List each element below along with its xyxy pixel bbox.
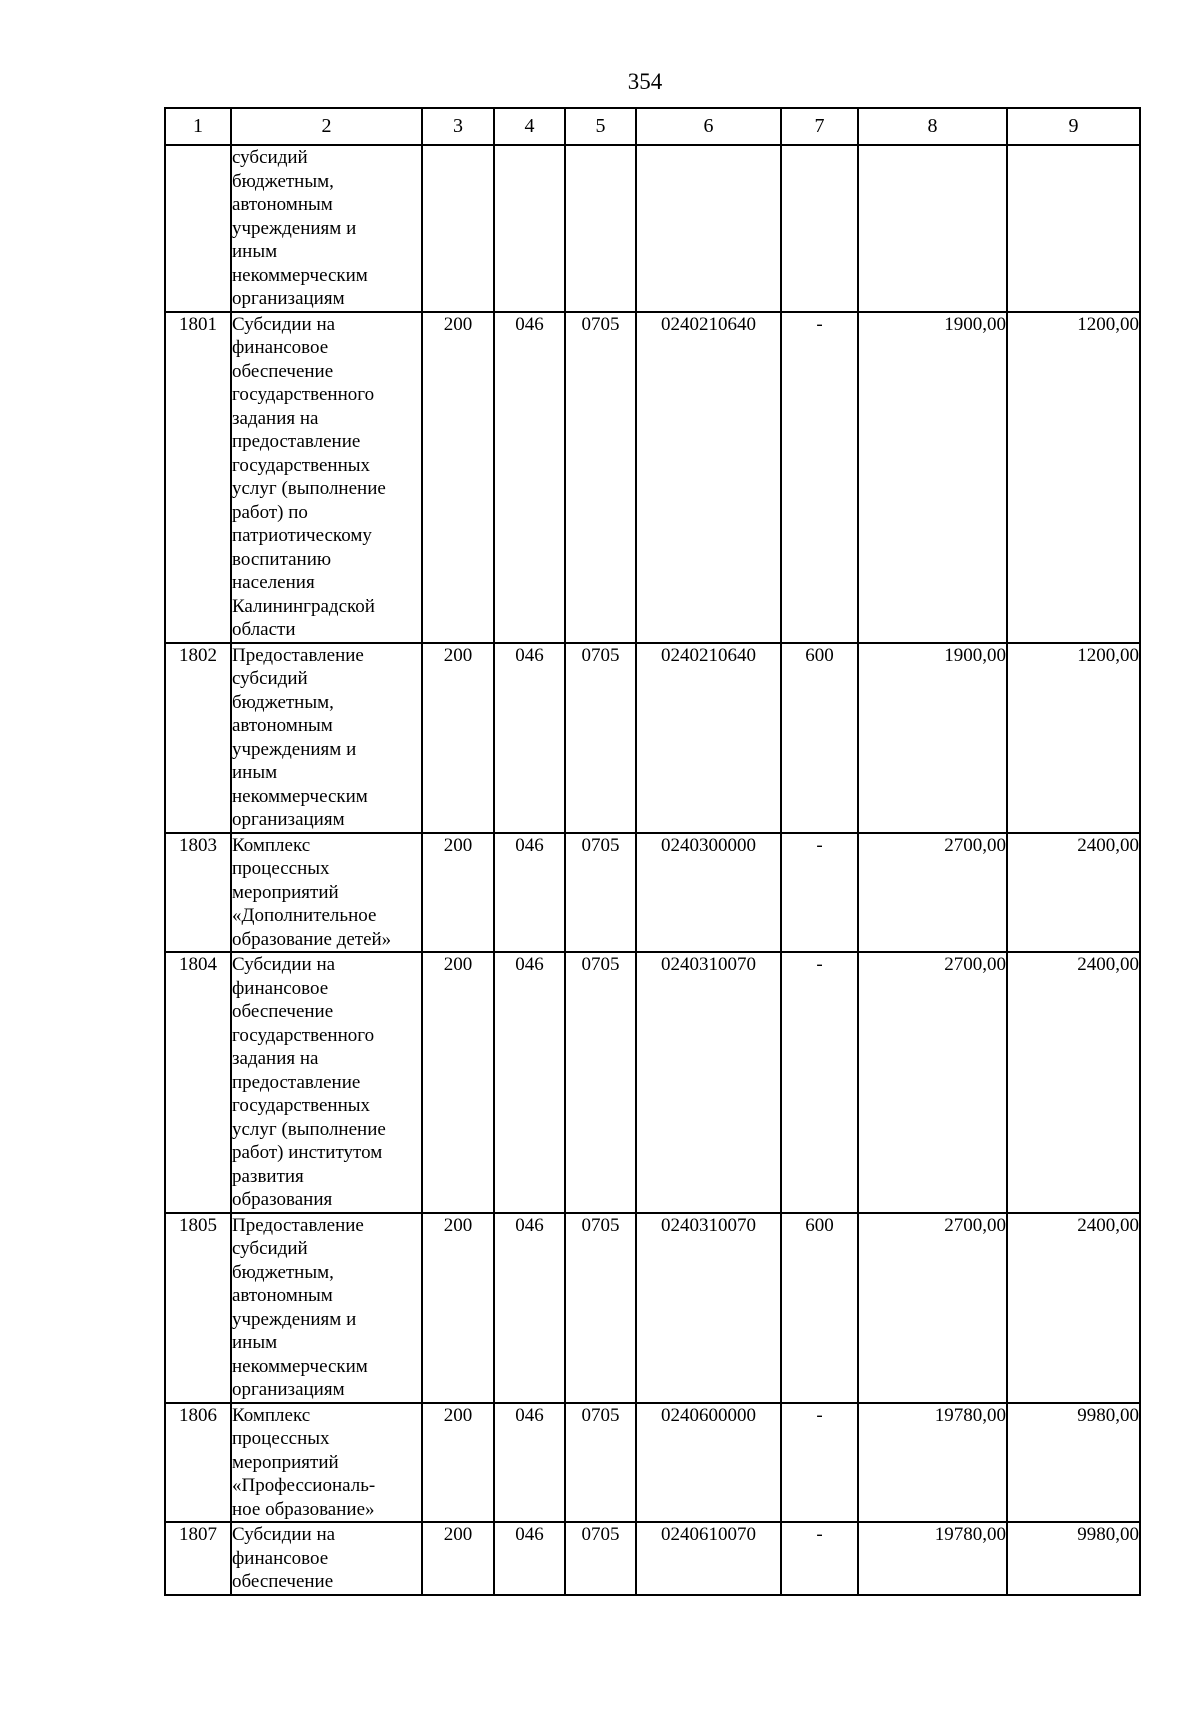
- description-line: бюджетным,: [232, 1261, 334, 1283]
- table-body: [165, 145, 1140, 1595]
- description-line: организациям: [232, 809, 345, 830]
- description-line: Субсидии на: [232, 954, 336, 975]
- description-line: ное образование»: [232, 1498, 375, 1520]
- code-cell: 0240300000: [636, 833, 781, 953]
- code-cell: 0240600000: [636, 1403, 781, 1523]
- code-cell: 200: [422, 1403, 494, 1523]
- amount-cell: [858, 145, 1007, 312]
- description-cell: [231, 1522, 422, 1595]
- description-line: бюджетным,: [232, 170, 334, 192]
- code-cell: 600: [781, 643, 858, 833]
- header-row: [165, 108, 1140, 145]
- code-cell: 200: [422, 312, 494, 643]
- description-line: организациям: [232, 1379, 345, 1400]
- description-line: обеспечение: [232, 360, 334, 382]
- description-line: государственных: [232, 1095, 371, 1116]
- description-line: автономным: [232, 715, 333, 736]
- code-cell: 046: [494, 952, 565, 1213]
- description-line: учреждениям и: [232, 217, 357, 239]
- amount-cell: 2700,00: [858, 1213, 1007, 1403]
- page-number: 354: [627, 69, 663, 94]
- description-line: государственного: [232, 384, 375, 405]
- code-cell: [781, 145, 858, 312]
- description-cell: [231, 1403, 422, 1523]
- column-header: 4: [494, 108, 565, 145]
- row-number-cell: 1803: [165, 833, 231, 953]
- code-cell: [494, 145, 565, 312]
- description-line: Комплекс: [232, 1404, 311, 1426]
- amount-cell: 2400,00: [1007, 833, 1140, 953]
- amount-cell: [1007, 145, 1140, 312]
- description-cell: [231, 1213, 422, 1403]
- code-cell: 046: [494, 1403, 565, 1523]
- column-header: 6: [636, 108, 781, 145]
- code-cell: -: [781, 952, 858, 1213]
- amount-cell: 2400,00: [1007, 1213, 1140, 1403]
- description-line: патриотическому: [232, 525, 372, 546]
- description-cell: [231, 643, 422, 833]
- code-cell: [565, 145, 636, 312]
- code-cell: 0240310070: [636, 1213, 781, 1403]
- description-line: Субсидии на: [232, 313, 336, 335]
- code-cell: -: [781, 312, 858, 643]
- description-line: задания на: [232, 407, 319, 429]
- description-line: области: [232, 619, 296, 640]
- description-line: учреждениям и: [232, 738, 357, 760]
- code-cell: 200: [422, 952, 494, 1213]
- code-cell: 0240610070: [636, 1522, 781, 1595]
- description-line: финансовое: [232, 337, 329, 358]
- column-header: 9: [1007, 108, 1140, 145]
- amount-cell: 1900,00: [858, 312, 1007, 643]
- description-line: финансовое: [232, 977, 329, 999]
- table-row: [165, 1403, 1140, 1523]
- code-cell: 0705: [565, 1213, 636, 1403]
- description-line: предоставление: [232, 1071, 361, 1093]
- description-line: задания на: [232, 1048, 319, 1069]
- amount-cell: 1200,00: [1007, 312, 1140, 643]
- table-row: [165, 1522, 1140, 1595]
- row-number-cell: 1804: [165, 952, 231, 1213]
- description-line: процессных: [232, 1428, 330, 1449]
- description-line: развития: [232, 1165, 304, 1187]
- code-cell: 0705: [565, 952, 636, 1213]
- description-line: иным: [232, 762, 278, 783]
- description-line: государственного: [232, 1024, 375, 1046]
- description-line: услуг (выполнение: [232, 478, 386, 499]
- code-cell: 0240310070: [636, 952, 781, 1213]
- code-cell: 0705: [565, 1522, 636, 1595]
- code-cell: 600: [781, 1213, 858, 1403]
- amount-cell: 19780,00: [858, 1403, 1007, 1523]
- code-cell: -: [781, 1403, 858, 1523]
- code-cell: 200: [422, 833, 494, 953]
- description-line: обеспечение: [232, 1001, 334, 1022]
- code-cell: -: [781, 833, 858, 953]
- description-line: некоммерческим: [232, 1355, 368, 1377]
- code-cell: 200: [422, 1213, 494, 1403]
- description-line: обеспечение: [232, 1571, 334, 1592]
- code-cell: [636, 145, 781, 312]
- description-line: учреждениям и: [232, 1308, 357, 1330]
- code-cell: 0705: [565, 643, 636, 833]
- code-cell: 0705: [565, 1403, 636, 1523]
- column-header: 5: [565, 108, 636, 145]
- description-line: некоммерческим: [232, 264, 368, 286]
- description-cell: [231, 952, 422, 1213]
- description-line: субсидий: [232, 147, 308, 168]
- description-cell: [231, 833, 422, 953]
- description-line: процессных: [232, 858, 330, 879]
- column-header: 8: [858, 108, 1007, 145]
- description-cell: [231, 312, 422, 643]
- amount-cell: 19780,00: [858, 1522, 1007, 1595]
- row-number-cell: 1802: [165, 643, 231, 833]
- description-line: Калининградской: [232, 595, 375, 617]
- description-line: автономным: [232, 194, 333, 215]
- amount-cell: 1200,00: [1007, 643, 1140, 833]
- column-header: 2: [231, 108, 422, 145]
- description-line: воспитанию: [232, 548, 332, 570]
- table-row: [165, 643, 1140, 833]
- description-line: мероприятий: [232, 881, 339, 903]
- description-line: работ) по: [232, 501, 308, 523]
- code-cell: 046: [494, 833, 565, 953]
- description-line: услуг (выполнение: [232, 1118, 386, 1140]
- code-cell: 200: [422, 1522, 494, 1595]
- amount-cell: 1900,00: [858, 643, 1007, 833]
- table-row: [165, 952, 1140, 1213]
- description-line: некоммерческим: [232, 785, 368, 807]
- code-cell: 046: [494, 1213, 565, 1403]
- table-row: [165, 312, 1140, 643]
- description-line: предоставление: [232, 431, 361, 452]
- description-line: образование детей»: [232, 928, 392, 950]
- row-number-cell: 1805: [165, 1213, 231, 1403]
- amount-cell: 9980,00: [1007, 1403, 1140, 1523]
- column-header: 3: [422, 108, 494, 145]
- description-line: Предоставление: [232, 644, 364, 666]
- description-line: мероприятий: [232, 1451, 339, 1473]
- description-line: «Дополнительное: [232, 905, 377, 926]
- amount-cell: 2400,00: [1007, 952, 1140, 1213]
- code-cell: [422, 145, 494, 312]
- code-cell: 200: [422, 643, 494, 833]
- code-cell: 0705: [565, 833, 636, 953]
- description-line: государственных: [232, 454, 371, 476]
- row-number-cell: 1806: [165, 1403, 231, 1523]
- description-line: бюджетным,: [232, 691, 334, 713]
- amount-cell: 2700,00: [858, 833, 1007, 953]
- description-line: финансовое: [232, 1547, 329, 1569]
- description-line: автономным: [232, 1285, 333, 1306]
- description-line: иным: [232, 241, 278, 262]
- row-number-cell: [165, 145, 231, 312]
- description-line: Субсидии на: [232, 1524, 336, 1545]
- description-line: образования: [232, 1189, 333, 1210]
- code-cell: 046: [494, 1522, 565, 1595]
- description-line: Предоставление: [232, 1214, 364, 1236]
- description-line: населения: [232, 572, 315, 593]
- table-row: [165, 1213, 1140, 1403]
- amount-cell: 9980,00: [1007, 1522, 1140, 1595]
- code-cell: 0240210640: [636, 643, 781, 833]
- column-header: 7: [781, 108, 858, 145]
- budget-table: [164, 107, 1141, 1596]
- table-row: [165, 145, 1140, 312]
- description-line: субсидий: [232, 668, 308, 689]
- description-line: иным: [232, 1332, 278, 1353]
- row-number-cell: 1801: [165, 312, 231, 643]
- description-line: субсидий: [232, 1238, 308, 1259]
- column-header: 1: [165, 108, 231, 145]
- code-cell: -: [781, 1522, 858, 1595]
- description-line: Комплекс: [232, 834, 311, 856]
- code-cell: 0705: [565, 312, 636, 643]
- description-line: организациям: [232, 288, 345, 309]
- description-cell: [231, 145, 422, 312]
- description-line: работ) институтом: [232, 1142, 383, 1163]
- row-number-cell: 1807: [165, 1522, 231, 1595]
- code-cell: 0240210640: [636, 312, 781, 643]
- amount-cell: 2700,00: [858, 952, 1007, 1213]
- table-row: [165, 833, 1140, 953]
- code-cell: 046: [494, 312, 565, 643]
- code-cell: 046: [494, 643, 565, 833]
- description-line: «Профессиональ-: [232, 1475, 376, 1496]
